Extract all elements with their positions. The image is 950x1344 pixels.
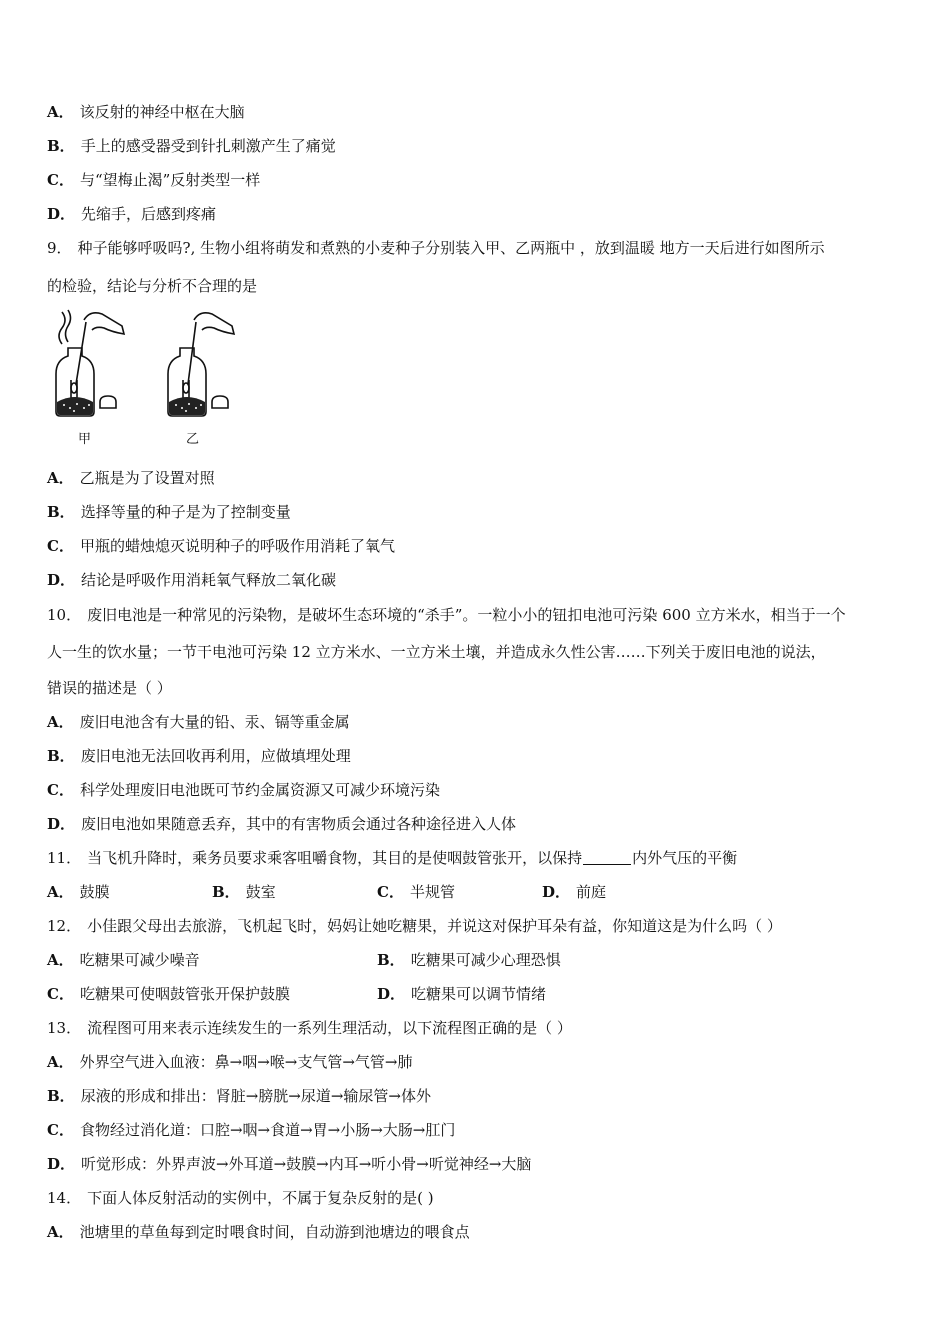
question-stem-end: 内外气压的平衡 (632, 849, 738, 867)
option-text: 废旧电池含有大量的铅、汞、镉等重金属 (79, 713, 350, 731)
option-letter: D． (47, 205, 76, 223)
option-text: 鼓膜 (79, 883, 110, 901)
option-text: 鼓室 (245, 883, 276, 901)
option-text: 外界空气进入血液：鼻→咽→喉→支气管→气管→肺 (79, 1053, 413, 1071)
option-letter: B． (377, 951, 405, 969)
option-letter: B． (47, 747, 75, 765)
answer-blank (583, 850, 631, 865)
option-letter: C． (47, 1121, 74, 1139)
option-text: 选择等量的种子是为了控制变量 (80, 503, 291, 521)
question-number: 13． (47, 1019, 82, 1037)
q10-option-c (47, 780, 440, 800)
q10-option-b (47, 746, 351, 766)
question-number: 11． (47, 849, 82, 867)
option-text: 科学处理废旧电池既可节约金属资源又可减少环境污染 (79, 781, 440, 799)
option-letter: A． (47, 883, 74, 901)
option-text: 尿液的形成和排出：肾脏→膀胱→尿道→输尿管→体外 (80, 1087, 431, 1105)
option-letter: B． (47, 503, 75, 521)
seed-respiration-figure (46, 308, 246, 453)
q10-stem-line3: 错误的描述是（ ） (47, 679, 172, 697)
q9-option-b (47, 502, 291, 522)
option-letter: C． (377, 883, 404, 901)
q12-option-c (47, 984, 290, 1004)
option-text: 池塘里的草鱼每到定时喂食时间，自动游到池塘边的喂食点 (79, 1223, 470, 1241)
q12-option-b (377, 950, 561, 970)
q11-option-a (47, 882, 110, 902)
q12-option-d (377, 984, 546, 1004)
option-letter: A． (47, 1053, 74, 1071)
q9-option-c (47, 536, 395, 556)
question-number: 12． (47, 917, 82, 935)
option-text: 前庭 (576, 883, 607, 901)
option-letter: A． (47, 469, 74, 487)
option-text: 废旧电池无法回收再利用，应做填埋处理 (80, 747, 351, 765)
option-text: 吃糖果可减少噪音 (79, 951, 200, 969)
q14-stem (47, 1188, 434, 1208)
option-letter: C． (47, 781, 74, 799)
question-number: 14． (47, 1189, 82, 1207)
jar-illustration (46, 308, 246, 453)
option-letter: B． (47, 137, 75, 155)
option-letter: B． (212, 883, 240, 901)
option-letter: D． (47, 1155, 76, 1173)
question-stem: 种子能够呼吸吗?, 生物小组将萌发和煮熟的小麦种子分别装入甲、乙两瓶中 ，放到温暖 地方一天后进行如图所示 (77, 239, 825, 257)
question-stem: 小佳跟父母出去旅游，飞机起飞时，妈妈让她吃糖果，并说这对保护耳朵有益，你知道这是为什么吗（ ） (87, 917, 782, 935)
option-letter: A． (47, 713, 74, 731)
q10-stem-line1 (47, 605, 846, 625)
option-text: 吃糖果可减少心理恐惧 (410, 951, 561, 969)
q13-option-b (47, 1086, 431, 1106)
q13-stem (47, 1018, 572, 1038)
q13-option-d (47, 1154, 531, 1174)
question-stem: 流程图可用来表示连续发生的一系列生理活动，以下流程图正确的是（ ） (87, 1019, 572, 1037)
option-text: 食物经过消化道：口腔→咽→食道→胃→小肠→大肠→肛门 (79, 1121, 456, 1139)
question-number: 10． (47, 606, 82, 624)
q9-stem-line1 (47, 238, 825, 258)
option-letter: D． (542, 883, 571, 901)
option-letter: C． (47, 985, 74, 1003)
q10-option-a (47, 712, 350, 732)
option-text: 废旧电池如果随意丢弃，其中的有害物质会通过各种途径进入人体 (81, 815, 517, 833)
figure-label-yi: 乙 (186, 432, 200, 447)
q10-stem-line2: 人一生的饮水量；一节干电池可污染 12 立方米水、一立方米土壤，并造成永久性公害……下列关于废旧电池的说法， (47, 643, 826, 661)
q10-option-d (47, 814, 516, 834)
question-stem: 废旧电池是一种常见的污染物，是破坏生态环境的“杀手”。一粒小小的钮扣电池可污染 600 立方米水，相当于一个 (87, 606, 846, 624)
option-letter: C． (47, 171, 74, 189)
question-number: 9． (47, 239, 72, 257)
q9-stem-line2: 的检验，结论与分析不合理的是 (47, 277, 258, 295)
option-text: 吃糖果可以调节情绪 (411, 985, 547, 1003)
option-letter: A． (47, 103, 74, 121)
q11-option-c (377, 882, 455, 902)
q11-option-b (212, 882, 276, 902)
question-stem: 当飞机升降时，乘务员要求乘客咀嚼食物，其目的是使咽鼓管张开，以保持 (87, 849, 583, 867)
question-stem: 下面人体反射活动的实例中，不属于复杂反射的是( ) (87, 1189, 434, 1207)
option-letter: A． (47, 951, 74, 969)
option-text: 先缩手，后感到疼痛 (81, 205, 217, 223)
q9-option-d (47, 570, 336, 590)
option-text: 甲瓶的蜡烛熄灭说明种子的呼吸作用消耗了氧气 (79, 537, 395, 555)
q12-option-a (47, 950, 200, 970)
q13-option-a (47, 1052, 412, 1072)
q11-stem (47, 848, 737, 868)
option-text: 乙瓶是为了设置对照 (79, 469, 215, 487)
q8-option-b (47, 136, 336, 156)
option-text: 听觉形成：外界声波→外耳道→鼓膜→内耳→听小骨→听觉神经→大脑 (81, 1155, 532, 1173)
q9-option-a (47, 468, 215, 488)
option-letter: C． (47, 537, 74, 555)
q12-stem (47, 916, 782, 936)
q8-option-c (47, 170, 260, 190)
figure-label-jia: 甲 (78, 432, 92, 447)
option-letter: A． (47, 1223, 74, 1241)
q11-option-d (542, 882, 606, 902)
option-text: 手上的感受器受到针扎刺激产生了痛觉 (80, 137, 336, 155)
option-text: 与“望梅止渴”反射类型一样 (79, 171, 261, 189)
option-letter: D． (377, 985, 406, 1003)
q8-option-d (47, 204, 216, 224)
option-letter: D． (47, 815, 76, 833)
q13-option-c (47, 1120, 455, 1140)
option-letter: B． (47, 1087, 75, 1105)
q8-option-a (47, 102, 245, 122)
option-text: 吃糖果可使咽鼓管张开保护鼓膜 (79, 985, 290, 1003)
option-letter: D． (47, 571, 76, 589)
option-text: 该反射的神经中枢在大脑 (79, 103, 245, 121)
option-text: 半规管 (409, 883, 455, 901)
q14-option-a (47, 1222, 470, 1242)
option-text: 结论是呼吸作用消耗氧气释放二氧化碳 (81, 571, 337, 589)
